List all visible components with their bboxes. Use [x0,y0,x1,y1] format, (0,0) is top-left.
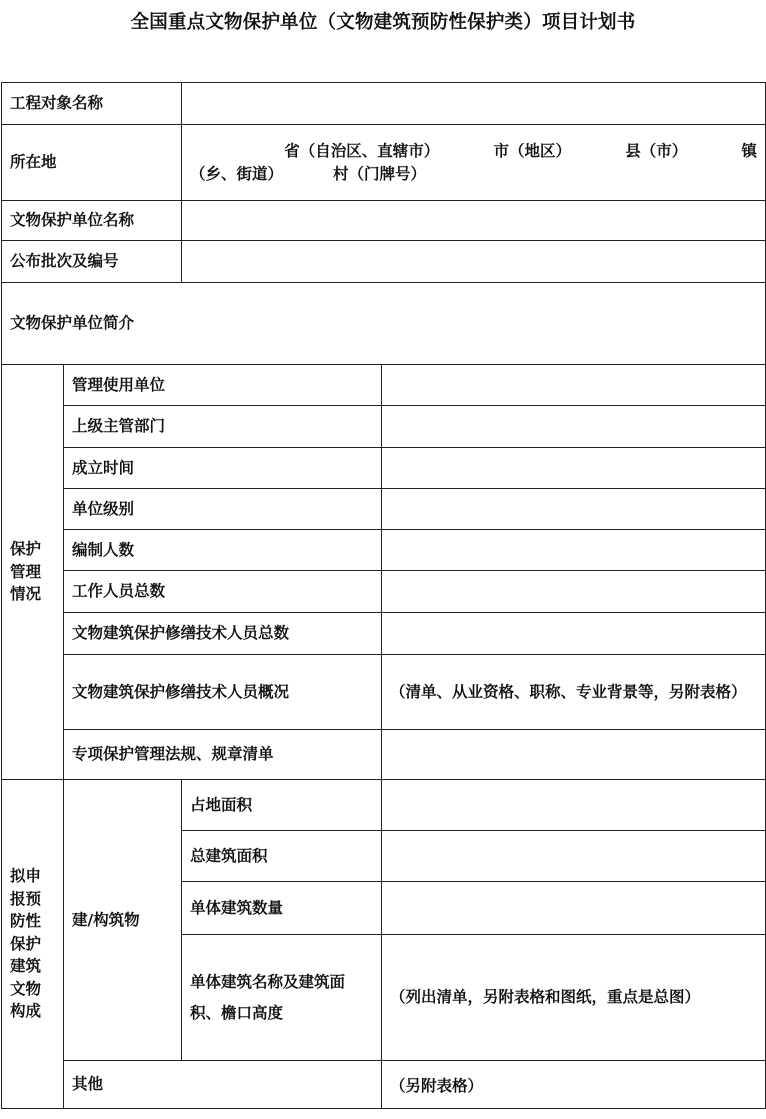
row-project-name [2,83,766,125]
mgmt-field-8[interactable] [382,730,766,780]
mgmt-label-0: 管理使用单位 [64,365,382,406]
location-town: 镇 [741,142,758,161]
section-composition: 拟申报预防性保护建筑文物构成 [2,780,64,1109]
row-mgmt-6 [2,613,766,655]
mgmt-field-1[interactable] [382,406,766,448]
mgmt-field-2[interactable] [382,448,766,489]
row-batch-number [2,241,766,283]
field-location[interactable] [182,125,766,201]
row-mgmt-2 [2,448,766,489]
mgmt-note-7[interactable]: （清单、从业资格、职称、专业背景等，另附表格） [382,655,766,730]
row-mgmt-7 [2,655,766,730]
row-comp-other [2,1061,766,1109]
comp-label-2: 单体建筑数量 [182,882,382,935]
row-comp-0 [2,780,766,831]
mgmt-label-4: 编制人数 [64,530,382,571]
field-unit-name[interactable] [182,201,766,241]
location-province: 省（自治区、直辖市） [284,142,440,161]
mgmt-label-6: 文物建筑保护修缮技术人员总数 [64,613,382,655]
row-unit-intro [2,283,766,365]
row-mgmt-0 [2,365,766,406]
mgmt-label-1: 上级主管部门 [64,406,382,448]
label-unit-name: 文物保护单位名称 [2,201,182,241]
row-mgmt-5 [2,571,766,613]
mgmt-label-3: 单位级别 [64,489,382,530]
row-unit-name [2,201,766,241]
mgmt-label-8: 专项保护管理法规、规章清单 [64,730,382,780]
location-city: 市（地区） [493,142,572,161]
row-location [2,125,766,201]
mgmt-field-0[interactable] [382,365,766,406]
comp-label-other: 其他 [64,1061,382,1109]
document-title: 全国重点文物保护单位（文物建筑预防性保护类）项目计划书 [130,12,636,33]
comp-label-0: 占地面积 [182,780,382,831]
section-management: 保护管理情况 [2,365,64,780]
label-project-name: 工程对象名称 [2,83,182,125]
mgmt-field-5[interactable] [382,571,766,613]
mgmt-field-4[interactable] [382,530,766,571]
mgmt-label-7: 文物建筑保护修缮技术人员概况 [64,655,382,730]
mgmt-field-6[interactable] [382,613,766,655]
row-mgmt-1 [2,406,766,448]
comp-field-1[interactable] [382,831,766,882]
row-mgmt-8 [2,730,766,780]
project-plan-form [1,82,766,1109]
location-township: （乡、街道） [190,164,284,183]
field-batch-number[interactable] [182,241,766,283]
group-buildings: 建/构筑物 [64,780,182,1061]
row-mgmt-3 [2,489,766,530]
comp-label-1: 总建筑面积 [182,831,382,882]
mgmt-label-5: 工作人员总数 [64,571,382,613]
comp-field-0[interactable] [382,780,766,831]
label-location: 所在地 [2,125,182,201]
location-county: 县（市） [625,142,688,161]
comp-label-3: 单体建筑名称及建筑面积、檐口高度 [182,935,382,1061]
mgmt-label-2: 成立时间 [64,448,382,489]
location-village: 村（门牌号） [333,164,427,183]
label-batch-number: 公布批次及编号 [2,241,182,283]
comp-note-3[interactable]: （列出清单，另附表格和图纸，重点是总图） [382,935,766,1061]
comp-note-other[interactable]: （另附表格） [382,1061,766,1109]
comp-field-2[interactable] [382,882,766,935]
field-project-name[interactable] [182,83,766,125]
row-mgmt-4 [2,530,766,571]
mgmt-field-3[interactable] [382,489,766,530]
label-unit-intro[interactable]: 文物保护单位简介 [2,283,766,365]
